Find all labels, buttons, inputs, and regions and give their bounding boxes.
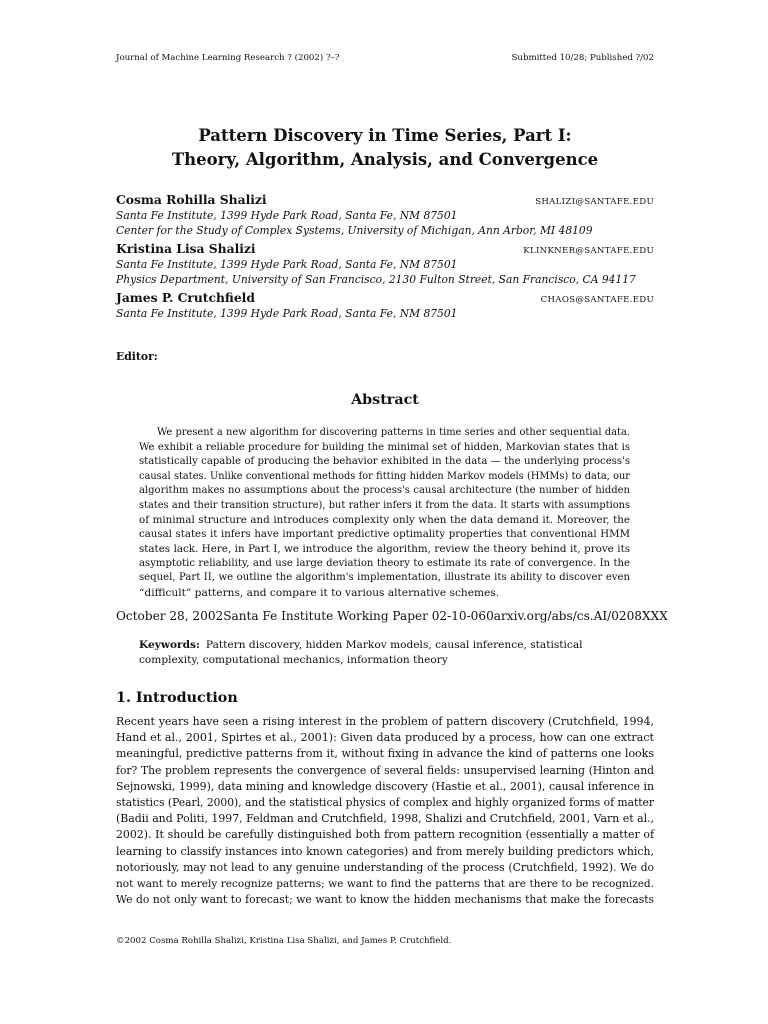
abstract-line: states lack. Here, in Part I, we introduce the algorithm, review the theory behind it, prove its: [139, 543, 630, 555]
title-line-1: Pattern Discovery in Time Series, Part I:: [198, 126, 572, 145]
author-affiliation: Santa Fe Institute, 1399 Hyde Park Road, Santa Fe, NM 87501: [116, 258, 458, 271]
abstract-line: We present a new algorithm for discovering patterns in time series and other sequential data.: [157, 427, 630, 438]
body-line: We do not only want to forecast; we want to know the hidden mechanisms that make the forecasts: [116, 893, 654, 907]
abstract-line: states and their transition structure), but rather infers it from the data. It starts with assumptions: [139, 499, 630, 511]
keywords-label: Keywords:: [139, 639, 200, 651]
abstract-line: algorithm makes no assumptions about the process's causal architecture (the number of hidden: [139, 485, 630, 496]
working-paper-number: Santa Fe Institute Working Paper 02-10-060: [223, 609, 494, 623]
abstract-line: asymptotic reliability, and use large deviation theory to estimate its rate of convergence. In the: [139, 557, 630, 569]
submission-info: Submitted 10/28; Published ?/02: [511, 53, 654, 63]
body-line: meaningful, predictive patterns from it, without fixing in advance the kind of patterns one looks: [116, 747, 654, 761]
abstract-line: “difficult” patterns, and compare it to various alternative schemes.: [139, 586, 500, 599]
abstract-heading: Abstract: [351, 392, 419, 408]
body-line: notoriously, may not lead to any genuine understanding of the process (Crutchfield, 1992). We do: [116, 860, 654, 874]
abstract-line: We exhibit a reliable procedure for building the minimal set of hidden, Markovian states that is: [139, 441, 630, 453]
body-line: 2002). It should be carefully distinguished both from pattern recognition (essentially a matter of: [116, 828, 654, 842]
author-affiliation: Center for the Study of Complex Systems, University of Michigan, Ann Arbor, MI 48109: [116, 224, 593, 237]
keywords-text: Pattern discovery, hidden Markov models, causal inference, statistical complexity, computational mechanics, information theory: [139, 639, 583, 666]
abstract-line: of minimal structure and introduces complexity only when the data demand it. Moreover, the: [139, 514, 630, 526]
section-heading: 1. Introduction: [116, 690, 238, 706]
author-email: CHAOS@SANTAFE.EDU: [540, 295, 654, 305]
author-name: Cosma Rohilla Shalizi: [116, 192, 267, 207]
running-head: [116, 52, 654, 64]
working-paper-line: [116, 608, 668, 624]
abstract-line: causal states it infers have important predictive optimality properties that conventional HMM: [139, 528, 630, 540]
body-line: statistics (Pearl, 2000), and the statistical physics of complex and highly organized forms of matter: [116, 796, 654, 810]
keywords: [139, 638, 630, 667]
body-line: for? The problem represents the convergence of several fields: unsupervised learning (Hinton and: [116, 763, 654, 777]
abstract-line: statistically capable of producing the behavior exhibited in the data — the underlying process's: [139, 456, 630, 467]
title-line-2: Theory, Algorithm, Analysis, and Convergence: [171, 150, 599, 169]
introduction-body: [116, 714, 654, 908]
author-block: [116, 241, 654, 287]
author-affiliation: Santa Fe Institute, 1399 Hyde Park Road, Santa Fe, NM 87501: [116, 209, 458, 222]
editor-label: Editor:: [116, 350, 158, 363]
abstract-line: causal states. Unlike conventional methods for fitting hidden Markov models (HMMs) to data, our: [139, 470, 630, 482]
author-affiliation: Physics Department, University of San Francisco, 2130 Fulton Street, San Francisco, CA 94117: [116, 273, 636, 286]
paper-title: [116, 124, 654, 172]
copyright-footer: ©2002 Cosma Rohilla Shalizi, Kristina Lisa Shalizi, and James P. Crutchfield.: [116, 936, 452, 946]
body-line: learning to classify instances into known categories) and from merely building predictors which,: [116, 844, 654, 858]
author-row: [116, 241, 654, 257]
body-line: Sejnowski, 1999), data mining and knowledge discovery (Hastie et al., 2001), causal inference in: [116, 779, 654, 793]
author-row: [116, 192, 654, 208]
author-block: [116, 290, 654, 321]
paper-date: October 28, 2002: [116, 609, 224, 623]
body-line: (Badii and Politi, 1997, Feldman and Crutchfield, 1998, Shalizi and Crutchfield, 2001, Varn et al.,: [116, 812, 654, 826]
body-line: not want to merely recognize patterns; we want to find the patterns that are there to be recognized.: [116, 878, 654, 891]
author-affiliation: Santa Fe Institute, 1399 Hyde Park Road, Santa Fe, NM 87501: [116, 307, 458, 320]
arxiv-link[interactable]: arxiv.org/abs/cs.AI/0208XXX: [493, 609, 668, 623]
author-row: [116, 290, 654, 306]
abstract-body: [139, 426, 630, 600]
author-email: KLINKNER@SANTAFE.EDU: [523, 246, 654, 256]
author-block: [116, 192, 654, 238]
body-line: Hand et al., 2001, Spirtes et al., 2001): Given data produced by a process, how can one extract: [116, 731, 654, 745]
author-name: James P. Crutchfield: [116, 290, 255, 305]
journal-citation: Journal of Machine Learning Research ? (2002) ?–?: [116, 53, 340, 63]
author-name: Kristina Lisa Shalizi: [116, 241, 256, 256]
body-line: Recent years have seen a rising interest in the problem of pattern discovery (Crutchfield, 1994,: [116, 715, 654, 728]
author-email: SHALIZI@SANTAFE.EDU: [535, 197, 654, 207]
abstract-line: sequel, Part II, we outline the algorithm's implementation, illustrate its ability to discover even: [139, 572, 630, 583]
